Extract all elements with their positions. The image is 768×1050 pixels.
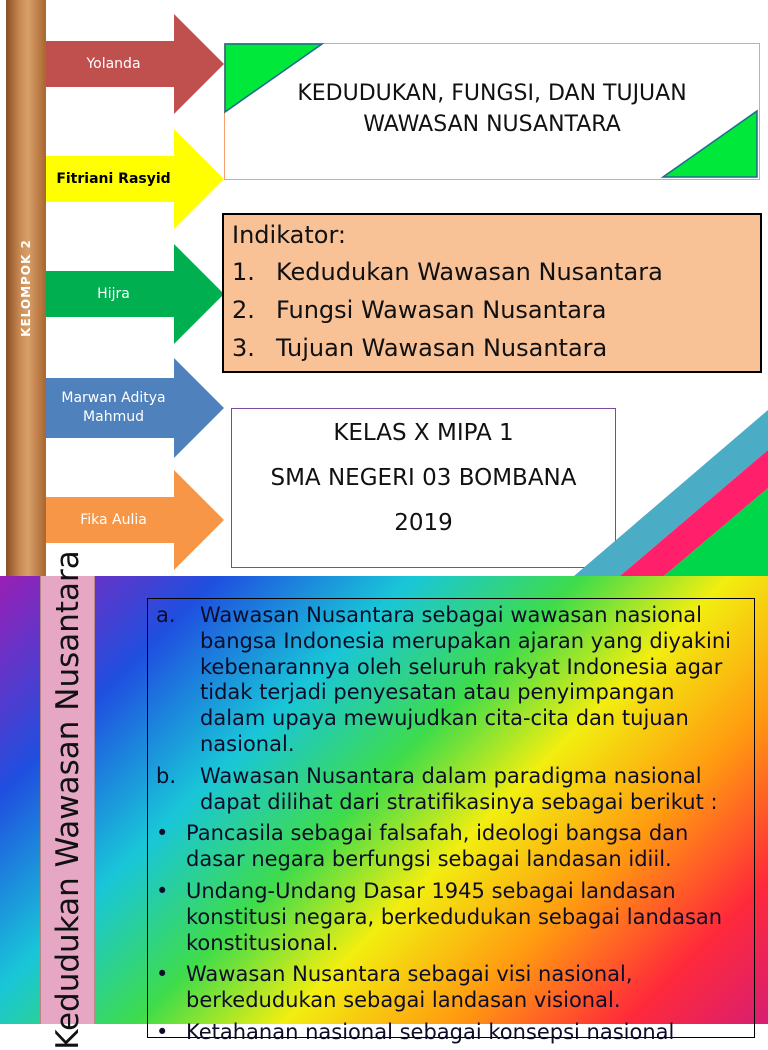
list-item xyxy=(156,879,746,956)
list-item xyxy=(156,821,746,873)
list-item-text: Ketahanan nasional sebagai konsepsi nasional xyxy=(186,1019,675,1044)
indicator-text: Fungsi Wawasan Nusantara xyxy=(276,296,607,324)
list-marker: b. xyxy=(156,763,177,788)
bullet-icon: • xyxy=(156,1019,169,1044)
member-arrow-yolanda xyxy=(46,14,226,114)
member-arrow-hijra xyxy=(46,244,226,344)
list-item xyxy=(156,962,746,1014)
list-item-text: Pancasila sebagai falsafah, ideologi bangsa dan dasar negara berfungsi sebagai landasan idiil. xyxy=(186,821,689,872)
list-item-text: Wawasan Nusantara sebagai visi nasional, berkedudukan sebagai landasan visional. xyxy=(186,962,633,1013)
member-name: Hijra xyxy=(97,285,130,302)
member-arrow-fitriani xyxy=(46,129,226,229)
list-marker: a. xyxy=(156,603,176,627)
content-list-box xyxy=(147,598,755,1044)
list-item-text: Wawasan Nusantara sebagai wawasan nasional bangsa Indonesia merupakan ajaran yang diyakini kebenarannya oleh seluruh rakyat Indonesia agar tidak terjadi penyesatan atau penyimpangan dalam upaya mewujudkan cita-cita dan tujuan nasional. xyxy=(200,603,731,756)
member-name: Yolanda xyxy=(86,55,141,72)
indicator-number: 1. xyxy=(232,258,255,286)
side-title: Kedudukan Wawasan Nusantara xyxy=(50,550,86,1050)
member-name: Fika Aulia xyxy=(80,511,147,528)
decorative-stripes-icon xyxy=(560,400,768,576)
slide-content xyxy=(0,550,768,1050)
indicator-number: 2. xyxy=(232,296,255,324)
member-name: Marwan Aditya Mahmud xyxy=(61,390,166,425)
title-box xyxy=(224,43,760,180)
member-arrow-marwan xyxy=(46,358,226,458)
class-line: KELAS X MIPA 1 xyxy=(333,420,514,446)
page-title xyxy=(225,78,759,140)
list-item-text: Undang-Undang Dasar 1945 sebagai landasan konstitusi negara, berkedudukan sebagai landasan konstitusional. xyxy=(186,878,723,955)
indicator-item xyxy=(232,329,752,367)
class-info-box xyxy=(231,408,616,568)
list-item xyxy=(156,603,746,758)
indicator-heading: Indikator: xyxy=(232,221,346,249)
indicator-item xyxy=(232,291,752,329)
indicator-text: Kedudukan Wawasan Nusantara xyxy=(276,258,663,286)
group-label: KELOMPOK 2 xyxy=(19,239,33,337)
side-title-bar xyxy=(40,550,95,1050)
bullet-icon: • xyxy=(156,962,169,987)
title-line: WAWASAN NUSANTARA xyxy=(363,112,621,137)
indicator-text: Tujuan Wawasan Nusantara xyxy=(276,334,608,362)
title-line: KEDUDUKAN, FUNGSI, DAN TUJUAN xyxy=(297,81,687,106)
bullet-icon: • xyxy=(156,821,169,846)
indicator-number: 3. xyxy=(232,334,255,362)
bullet-icon: • xyxy=(156,878,169,903)
list-item-text: Wawasan Nusantara dalam paradigma nasional dapat dilihat dari stratifikasinya sebagai berikut : xyxy=(200,763,718,814)
indicator-box xyxy=(222,213,762,373)
year-line: 2019 xyxy=(394,510,453,536)
list-item xyxy=(156,1020,746,1046)
member-name: Fitriani Rasyid xyxy=(56,170,171,187)
indicator-item xyxy=(232,253,752,291)
list-item xyxy=(156,764,746,816)
school-line: SMA NEGERI 03 BOMBANA xyxy=(270,465,577,491)
